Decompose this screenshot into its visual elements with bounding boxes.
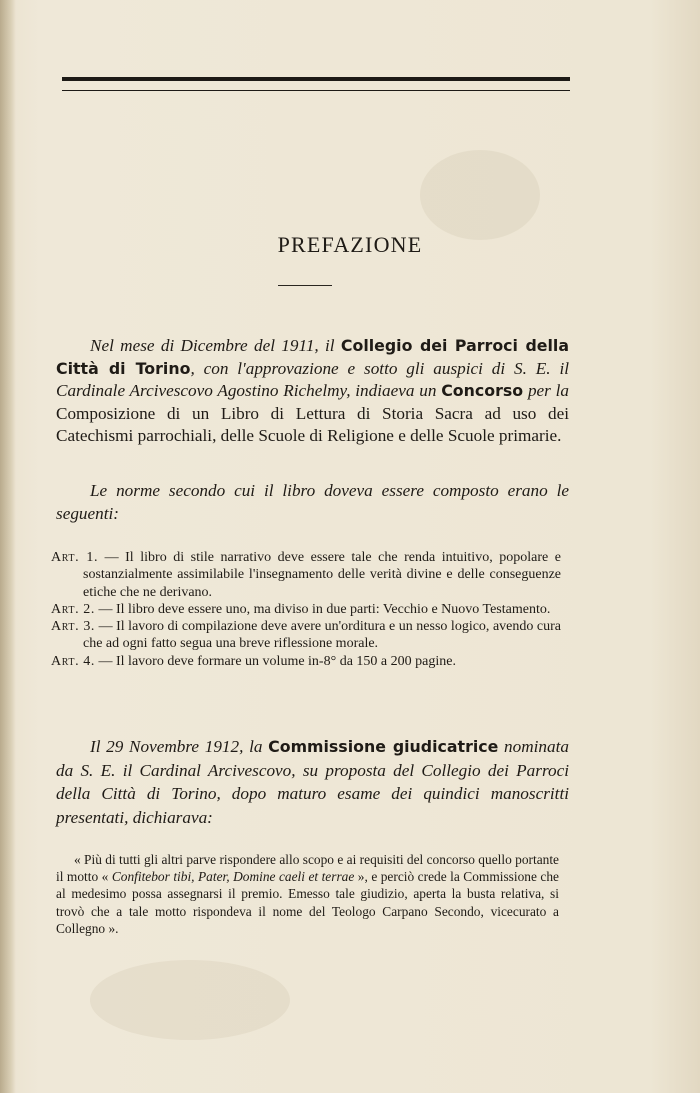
quote-text-1: « Più di tutti gli altri parve rispondere allo scopo e ai requisiti del concorso quello portante il motto « [56,852,559,885]
intro-text-3: per la [523,381,569,401]
title-underline [278,285,332,286]
page-title: PREFAZIONE [277,232,423,257]
intro-collegio: Collegio dei Parroci della Città di Torino [56,336,569,378]
article-number: Art. 1. [51,550,99,565]
header-thin-rule [62,90,570,91]
verdict-commissione: Commissione giudicatrice [268,737,499,756]
article-number: Art. 2. [51,601,95,617]
intro-text-1: Nel mese di Dicembre del 1911, il [90,336,341,355]
norms-intro-text: Le norme secondo cui il libro doveva essere composto erano le seguenti: [56,481,569,523]
article-text: — Il libro di stile narrativo deve essere tale che renda intuitivo, popolare e sostanzialmente assimilabile l'insegnamento delle verità divine e delle conseguenze etiche che ne derivano. [83,550,561,600]
article-item [51,618,561,653]
header-thick-rule [62,77,570,81]
norms-intro [56,480,569,525]
verdict-text-1: Il 29 Novembre 1912, la [90,737,269,756]
intro-composizione: Composizione di un Libro di Lettura di Storia Sacra ad uso dei Catechismi parrochiali, delle Scuole di Religione e delle Scuole primarie. [56,403,569,446]
article-text: — Il lavoro di compilazione deve avere un'orditura e un nesso logico, avendo cura che ad ogni fatto segua una breve riflessione morale. [83,619,561,652]
intro-text-2: , con l'approvazione e sotto gli auspici di S. E. il Cardinale Arcivescovo Agostino Richelmy, indiaeva un [56,358,569,401]
intro-concorso: Concorso [441,381,524,401]
quote-paragraph [56,851,559,937]
page-gutter-shadow [0,0,16,1093]
paper-stain [420,150,540,240]
article-item [51,601,561,618]
article-item [51,653,561,670]
articles-list [51,549,561,670]
article-item [51,549,561,601]
intro-paragraph [56,335,569,448]
quote-motto: Confitebor tibi, Pater, Domine caeli et terrae [111,869,355,885]
article-text: — Il libro deve essere uno, ma diviso in due parti: Vecchio e Nuovo Testamento. [95,601,551,617]
paper-stain [90,960,290,1040]
verdict-paragraph [56,735,569,829]
quote-text-2: », e perciò crede la Commissione che al medesimo possa assegnarsi il premio. Emesso tale giudizio, aperta la busta relativa, si trovò che a tale motto rispondeva il nome del Teologo Carpano Secondo, vicecurato a Collegno ». [56,869,559,936]
verdict-text-2: nominata da S. E. il Cardinal Arcivescovo, su proposta del Collegio dei Parroci della Città di Torino, dopo maturo esame dei quindici manoscritti presentati, dichiarava: [56,737,569,827]
article-number: Art. 3. [51,619,96,635]
article-text: — Il lavoro deve formare un volume in-8° da 150 a 200 pagine. [95,653,456,669]
article-number: Art. 4. [51,653,95,669]
